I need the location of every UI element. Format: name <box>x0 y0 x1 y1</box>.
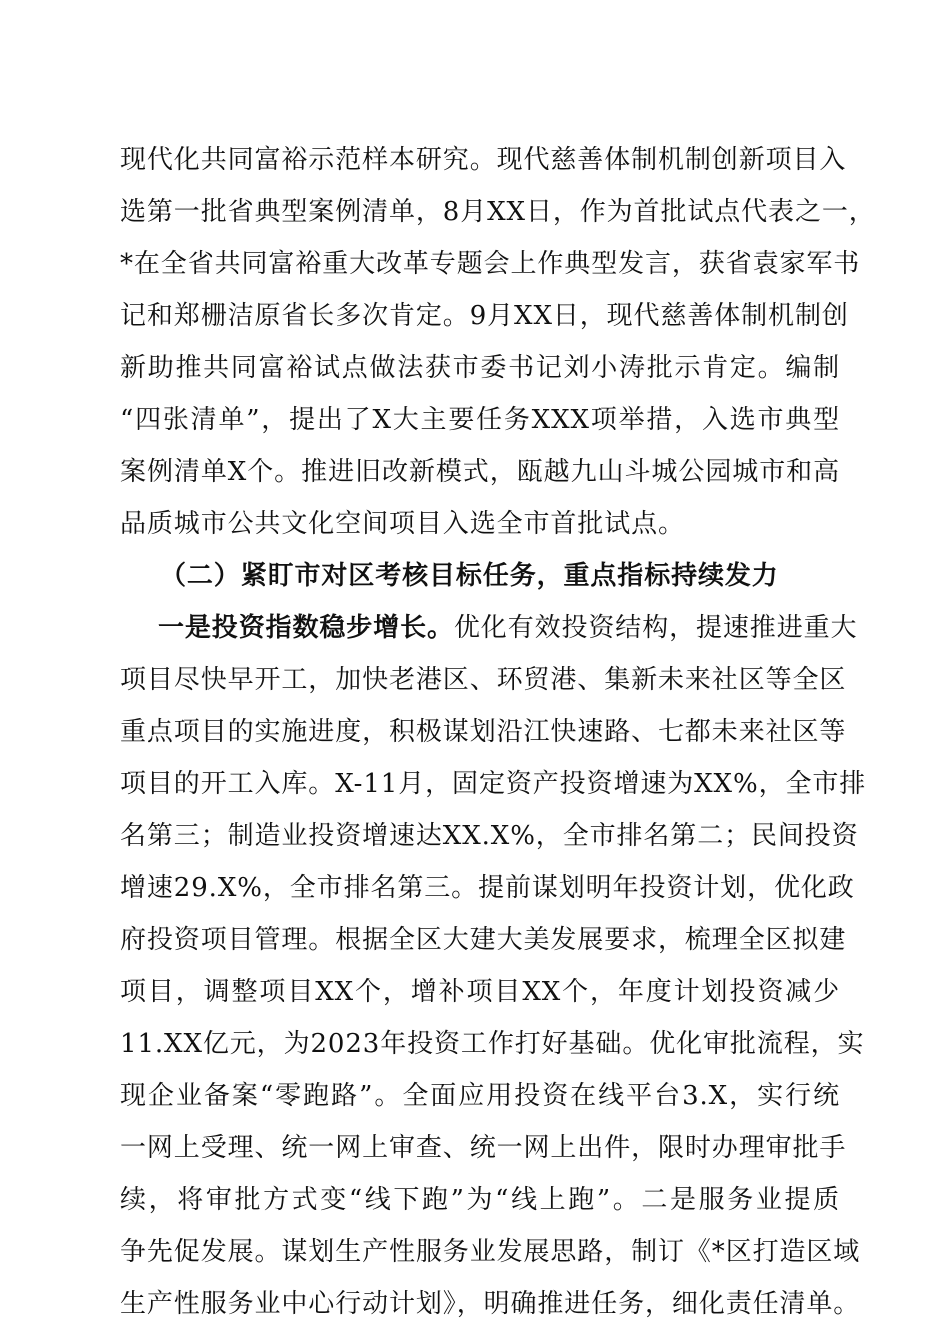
section-heading: （二）紧盯市对区考核目标任务，重点指标持续发力 <box>160 561 779 591</box>
paragraph-line: “四张清单”，提出了X大主要任务XXX项举措，入选市典型 <box>120 405 840 435</box>
lead-bold-phrase: 一是投资指数稳步增长。 <box>158 613 454 643</box>
paragraph-line: 品质城市公共文化空间项目入选全市首批试点。 <box>120 509 685 539</box>
paragraph-line: 案例清单X个。推进旧改新模式，瓯越九山斗城公园城市和高 <box>120 457 840 487</box>
paragraph-line: 增速29.X%，全市排名第三。提前谋划明年投资计划，优化政 <box>120 873 855 903</box>
paragraph-line: 项目尽快早开工，加快老港区、环贸港、集新未来社区等全区 <box>120 665 847 695</box>
lead-rest-text: 优化有效投资结构，提速推进重大 <box>453 613 858 643</box>
paragraph-line: 续，将审批方式变“线下跑”为“线上跑”。二是服务业提质 <box>120 1185 840 1215</box>
paragraph-line: 记和郑栅洁原省长多次肯定。9月XX日，现代慈善体制机制创 <box>120 301 849 331</box>
paragraph-line <box>158 610 858 646</box>
paragraph-line: 重点项目的实施进度，积极谋划沿江快速路、七都未来社区等 <box>120 717 847 747</box>
paragraph-line: 争先促发展。谋划生产性服务业发展思路，制订《*区打造区域 <box>120 1237 861 1267</box>
paragraph-line: 现代化共同富裕示范样本研究。现代慈善体制机制创新项目入 <box>120 145 847 175</box>
paragraph-line: 现企业备案“零跑路”。全面应用投资在线平台3.X，实行统 <box>120 1081 840 1111</box>
paragraph-line: 项目的开工入库。X-11月，固定资产投资增速为XX%，全市排 <box>120 769 867 799</box>
paragraph-line: 名第三；制造业投资增速达XX.X%，全市排名第二；民间投资 <box>120 821 859 851</box>
paragraph-line: *在全省共同富裕重大改革专题会上作典型发言，获省袁家军书 <box>120 249 861 279</box>
paragraph-line: 选第一批省典型案例清单，8月XX日，作为首批试点代表之一， <box>120 197 876 227</box>
paragraph-line: 11.XX亿元，为2023年投资工作打好基础。优化审批流程，实 <box>120 1029 865 1059</box>
paragraph-line: 一网上受理、统一网上审查、统一网上出件，限时办理审批手 <box>120 1133 847 1163</box>
paragraph-line: 生产性服务业中心行动计划》，明确推进任务，细化责任清单。 <box>120 1289 861 1319</box>
paragraph-line: 府投资项目管理。根据全区大建大美发展要求，梳理全区拟建 <box>120 925 847 955</box>
paragraph-line: 项目，调整项目XX个，增补项目XX个，年度计划投资减少 <box>120 977 840 1007</box>
paragraph-line: 新助推共同富裕试点做法获市委书记刘小涛批示肯定。编制 <box>120 353 840 383</box>
